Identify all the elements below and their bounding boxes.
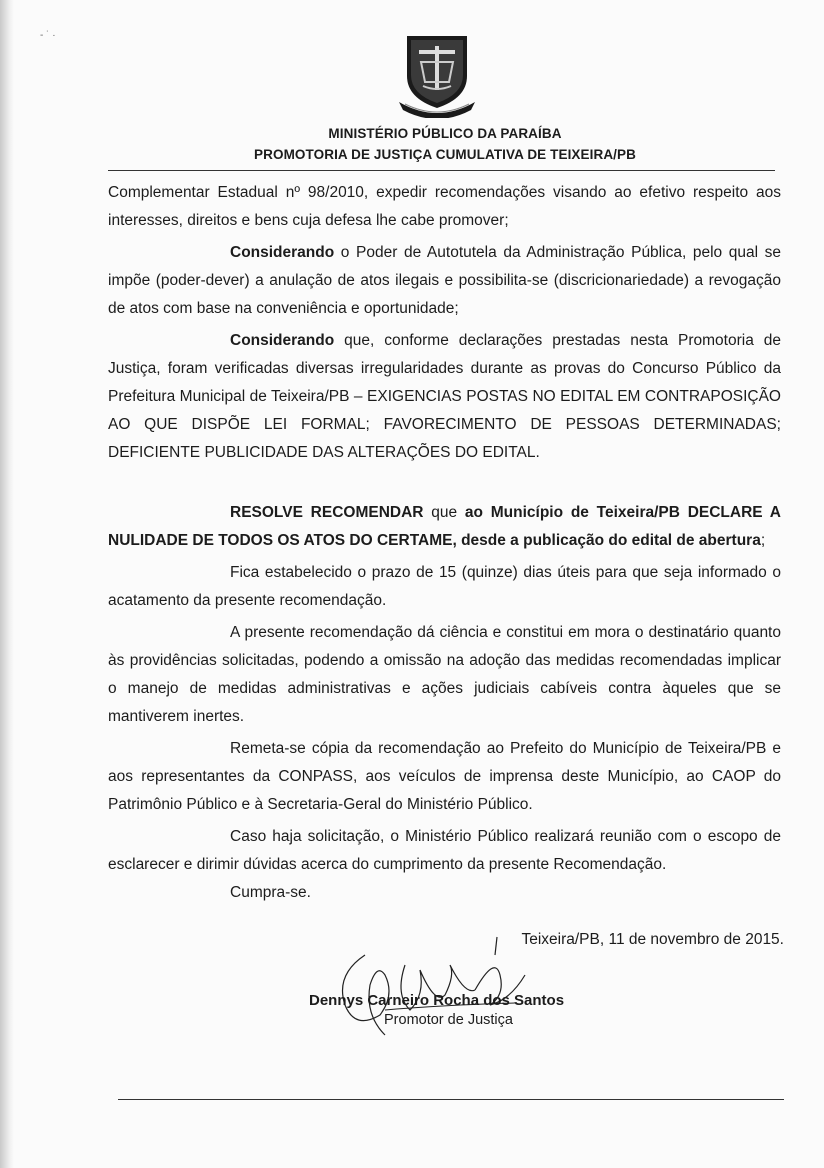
footer-divider — [118, 1099, 784, 1100]
resolve-recomendar-label: RESOLVE RECOMENDAR — [230, 504, 424, 521]
paragraph-considerando-irregularidades — [108, 327, 781, 467]
scan-edge-shadow — [0, 0, 14, 1168]
considerando-autotutela-text: o Poder de Autotutela da Administração Pública, pelo qual se impõe (poder-dever) a anulação de atos ilegais e possibilita-se (discricionariedade) a revogação de atos com base na conveniência e oportunidade; — [108, 244, 781, 317]
paragraph-reuniao: Caso haja solicitação, o Ministério Público realizará reunião com o escopo de esclarecer e dirimir dúvidas acerca do cumprimento da presente Recomendação. — [108, 828, 781, 873]
considerando-label: Considerando — [230, 244, 335, 261]
handwritten-signature — [325, 935, 545, 1045]
header-line-1: MINISTÉRIO PÚBLICO DA PARAÍBA — [328, 126, 562, 141]
ministerio-publico-emblem-icon — [397, 32, 477, 118]
header-divider — [108, 170, 775, 171]
paragraph-resolve-recomendar — [108, 499, 781, 555]
header-line-2: PROMOTORIA DE JUSTIÇA CUMULATIVA DE TEIXEIRA/PB — [254, 147, 636, 162]
paragraph-cumpra-se: Cumpra-se. — [230, 884, 311, 901]
paragraph-considerando-autotutela — [108, 239, 781, 323]
paragraph-ciencia-mora: A presente recomendação dá ciência e constitui em mora o destinatário quanto às providências solicitadas, podendo a omissão na adoção das medidas recomendadas implicar o manejo de medidas administrativas e ações judiciais cabíveis contra àqueles que se mantiverem inertes. — [108, 624, 781, 725]
signer-role: Promotor de Justiça — [384, 1012, 513, 1028]
place-date: Teixeira/PB, 11 de novembro de 2015. — [521, 931, 784, 948]
resolve-end: ; — [760, 532, 766, 549]
resolve-connector: que — [423, 504, 465, 521]
paragraph-complementar: Complementar Estadual nº 98/2010, expedir recomendações visando ao efetivo respeito aos interesses, direitos e bens cuja defesa lhe cabe promover; — [108, 184, 781, 229]
paragraph-prazo: Fica estabelecido o prazo de 15 (quinze) dias úteis para que seja informado o acatamento da presente recomendação. — [108, 564, 781, 609]
document-body — [108, 179, 781, 907]
scan-specks: ‐ ˙ · — [40, 30, 56, 41]
paragraph-remeta-se: Remeta-se cópia da recomendação ao Prefeito do Município de Teixeira/PB e aos representantes da CONPASS, aos veículos de imprensa deste Município, ao CAOP do Patrimônio Público e à Secretaria-Geral do Ministério Público. — [108, 740, 781, 813]
considerando-label: Considerando — [230, 332, 335, 349]
considerando-irregularidades-text: que, conforme declarações prestadas nesta Promotoria de Justiça, foram verificadas diversas irregularidades durante as provas do Concurso Público da Prefeitura Municipal de Teixeira/PB – EXIGENCIAS POSTAS NO EDITAL EM CONTRAPOSIÇÃO AO QUE DISPÕE LEI FORMAL; FAVORECIMENTO DE PESSOAS DETERMINADAS; DEFICIENTE PUBLICIDADE DAS ALTERAÇÕES DO EDITAL. — [108, 332, 781, 461]
signer-name: Dennys Carneiro Rocha dos Santos — [309, 992, 565, 1009]
resolve-recomendar-object: ao Município de Teixeira/PB DECLARE A NULIDADE DE TODOS OS ATOS DO CERTAME, desde a publicação do edital de abertura — [108, 504, 781, 549]
